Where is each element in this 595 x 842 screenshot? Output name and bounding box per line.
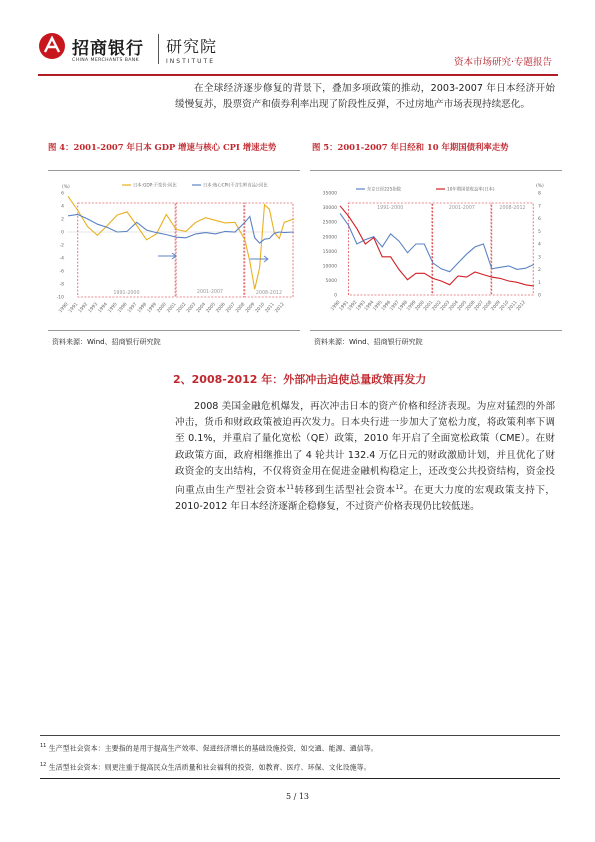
figure-4-top-rule <box>48 170 300 171</box>
x-tick-label: 1990 <box>330 300 342 313</box>
figure-4-title: 图 4：2001-2007 年日本 GDP 增速与核心 CPI 增速走势 <box>48 142 277 152</box>
x-tick-label: 1996 <box>117 302 129 315</box>
period-label-0: 1991-2000 <box>377 206 404 211</box>
y-left-tick-label: 10000 <box>322 264 337 270</box>
x-tick-label: 2011 <box>264 302 276 315</box>
x-tick-label: 2007 <box>225 302 237 315</box>
series-line-1 <box>68 215 294 244</box>
institute-name-en: INSTITUTE <box>166 58 216 65</box>
paragraph-2-part-b: 转移到生活型社会资本 <box>293 485 396 497</box>
x-tick-label: 2000 <box>156 302 168 315</box>
x-tick-label: 2009 <box>245 302 257 315</box>
period-box-0 <box>78 203 175 297</box>
legend-label-1: 日本:核心CPI(不含生鲜食品):同比 <box>203 183 268 189</box>
x-tick-label: 1999 <box>146 302 158 315</box>
y-tick-label: -10 <box>56 295 64 301</box>
y-left-tick-label: 30000 <box>322 206 337 212</box>
trend-arrow-icon <box>158 253 176 259</box>
period-label-1: 2001-2007 <box>196 290 224 295</box>
footnote-12-text: 生活型社会资本：则更注重于提高民众生活质量和社会福利的投资，如教育、医疗、环保、文化设施等。 <box>48 763 371 772</box>
legend-label-1: 10年期国债收益率(日本) <box>447 187 495 193</box>
x-tick-label: 2009 <box>490 300 502 313</box>
y-right-tick-label: 7 <box>538 204 541 210</box>
footnote-ref-11[interactable]: 11 <box>286 484 294 492</box>
x-tick-label: 1992 <box>77 302 90 315</box>
x-tick-label: 2006 <box>215 302 227 315</box>
y-right-tick-label: 5 <box>538 229 541 235</box>
y-right-tick-label: 6 <box>538 217 541 223</box>
x-tick-label: 2001 <box>423 300 435 313</box>
section-2-number: 2、 <box>173 373 192 386</box>
y-tick-label: -6 <box>59 269 64 275</box>
footnote-11-text: 生产型社会资本：主要指的是用于提高生产效率、促进经济增长的基础设施投资，如交通、能源、通信等。 <box>48 744 378 753</box>
x-tick-label: 2004 <box>195 302 208 315</box>
figure-5-source: 资料来源：Wind、招商银行研究院 <box>314 338 423 346</box>
y-right-tick-label: 1 <box>538 280 541 286</box>
page-header <box>38 28 558 84</box>
series-line-1 <box>340 206 534 286</box>
footnote-12-num: 12 <box>40 762 47 768</box>
x-tick-label: 1994 <box>364 300 376 313</box>
x-tick-label: 2012 <box>274 302 286 315</box>
x-tick-label: 1993 <box>355 300 367 313</box>
period-box-1 <box>176 203 244 297</box>
y-tick-label: 0 <box>61 230 64 236</box>
paragraph-2-part-c: 。在更大力度的宏观政策支持下，2010-2012 年日本经济逐渐企稳修复，不过资产价格表现仍比较低迷。 <box>175 485 556 513</box>
x-tick-label: 1998 <box>136 302 149 315</box>
x-tick-label: 1996 <box>380 300 393 313</box>
figure-4-bottom-rule <box>48 330 300 331</box>
y-right-tick-label: 3 <box>538 255 541 261</box>
y-axis-label: (%) <box>62 185 70 190</box>
y-tick-label: 6 <box>61 191 64 197</box>
x-tick-label: 2011 <box>507 300 519 313</box>
x-tick-label: 2004 <box>448 300 460 313</box>
logo-divider <box>158 34 159 64</box>
y-right-tick-label: 8 <box>538 191 541 197</box>
figure-4-chart <box>50 173 300 323</box>
period-label-2: 2008-2012 <box>499 206 526 211</box>
paragraph-1: 在全球经济逐步修复的背景下，叠加多项政策的推动，2003-2007 年日本经济开始缓慢复苏，股票资产和债券利率出现了阶段性反弹，不过房地产市场表现持续恶化。 <box>175 83 555 111</box>
x-tick-label: 1997 <box>127 302 139 315</box>
period-label-0: 1991-2000 <box>113 291 140 296</box>
y-tick-label: -4 <box>59 256 64 262</box>
legend-label-0: 日本:GDP:不变价:同比 <box>133 183 177 189</box>
y-left-tick-label: 25000 <box>322 220 337 226</box>
y-tick-label: 4 <box>61 204 64 210</box>
x-tick-label: 1997 <box>389 300 401 313</box>
x-tick-label: 2002 <box>176 302 188 315</box>
x-tick-label: 2003 <box>186 302 198 315</box>
figure-5-bottom-rule <box>310 330 562 331</box>
paragraph-2-part-a: 2008 美国金融危机爆发，再次冲击日本的资产价格和经济表现。为应对猛烈的外部冲击，货币和财政政策被迫再次发力。日本央行进一步加大了宽松力度，将政策利率下调至 0.1%，并重启了量化宽松（QE）政策，2010 年开启了全面宽松政策（CME）。在财政政策方面，政府相继推出了 4 轮共计 132.4 万亿日元的财政激励计划，并且优化了财政资金的支出结构，不仅将资金用在促进金融机构稳定上，还改变公共投资结构，资金投向重点由生产型社会资本 <box>175 401 555 497</box>
x-tick-label: 2005 <box>456 300 469 313</box>
y-tick-label: 2 <box>61 217 64 223</box>
y-tick-label: -8 <box>59 282 64 288</box>
bank-name-en: CHINA MERCHANTS BANK <box>72 58 140 63</box>
x-tick-label: 2012 <box>515 300 528 313</box>
footnote-12 <box>40 762 560 772</box>
y-left-tick-label: 0 <box>334 293 337 299</box>
x-tick-label: 2008 <box>482 300 494 313</box>
section-2-heading <box>173 371 426 387</box>
x-tick-label: 1991 <box>68 302 80 315</box>
report-type: 资本市场研究·专题报告 <box>453 57 552 68</box>
x-tick-label: 2000 <box>414 300 426 313</box>
x-tick-label: 1992 <box>347 300 359 313</box>
footnote-rule <box>40 735 560 736</box>
y-left-tick-label: 35000 <box>322 191 337 197</box>
x-tick-label: 1990 <box>58 302 70 315</box>
y-left-tick-label: 15000 <box>322 249 337 255</box>
x-tick-label: 2006 <box>465 300 477 313</box>
y-right-axis-label: (%) <box>536 184 544 189</box>
x-tick-label: 2002 <box>431 300 443 313</box>
footnote-ref-12[interactable]: 12 <box>395 484 404 492</box>
figure-4-source: 资料来源：Wind、招商银行研究院 <box>52 338 161 346</box>
x-tick-label: 2003 <box>439 300 452 313</box>
y-right-tick-label: 2 <box>538 268 541 274</box>
y-left-tick-label: 20000 <box>322 235 337 241</box>
y-right-tick-label: 0 <box>538 293 541 299</box>
x-tick-label: 2008 <box>235 302 247 315</box>
legend-label-0: 东京日经225指数 <box>367 187 401 193</box>
x-tick-label: 1998 <box>397 300 410 313</box>
figure-5-title: 图 5：2001-2007 年日经和 10 年期国债利率走势 <box>312 142 509 152</box>
x-tick-label: 1999 <box>406 300 418 313</box>
x-tick-label: 1995 <box>107 302 119 315</box>
x-tick-label: 2001 <box>166 302 178 315</box>
x-tick-label: 1991 <box>338 300 350 313</box>
cmb-logo-icon <box>38 32 66 60</box>
period-box-0 <box>348 203 432 295</box>
paragraph-2 <box>175 399 555 516</box>
institute-name-cn: 研究院 <box>166 37 218 56</box>
footnote-11 <box>40 743 560 753</box>
x-tick-label: 1995 <box>372 300 384 313</box>
footnote-11-num: 11 <box>40 743 47 749</box>
bank-name-cn: 招商银行 <box>72 39 144 59</box>
period-label-2: 2008-2012 <box>255 291 283 296</box>
y-right-tick-label: 4 <box>538 242 541 248</box>
y-left-tick-label: 5000 <box>325 279 337 285</box>
footer-rule <box>40 778 560 779</box>
page-number: 5 / 13 <box>285 792 310 801</box>
trend-arrow-icon <box>250 256 268 262</box>
period-box-2 <box>245 203 293 297</box>
x-tick-label: 1993 <box>87 302 100 315</box>
figure-5-chart <box>312 173 564 323</box>
x-tick-label: 1994 <box>97 302 109 315</box>
series-line-0 <box>340 213 534 271</box>
period-label-1: 2001-2007 <box>448 206 475 211</box>
y-tick-label: -2 <box>59 243 64 249</box>
x-tick-label: 2010 <box>254 302 267 315</box>
x-tick-label: 2010 <box>499 300 511 313</box>
x-tick-label: 2007 <box>473 300 485 313</box>
section-2-title: 2008-2012 年：外部冲击迫使总量政策再发力 <box>191 373 427 386</box>
x-tick-label: 2005 <box>205 302 217 315</box>
figure-5-top-rule <box>310 170 562 171</box>
header-rule <box>38 74 558 76</box>
